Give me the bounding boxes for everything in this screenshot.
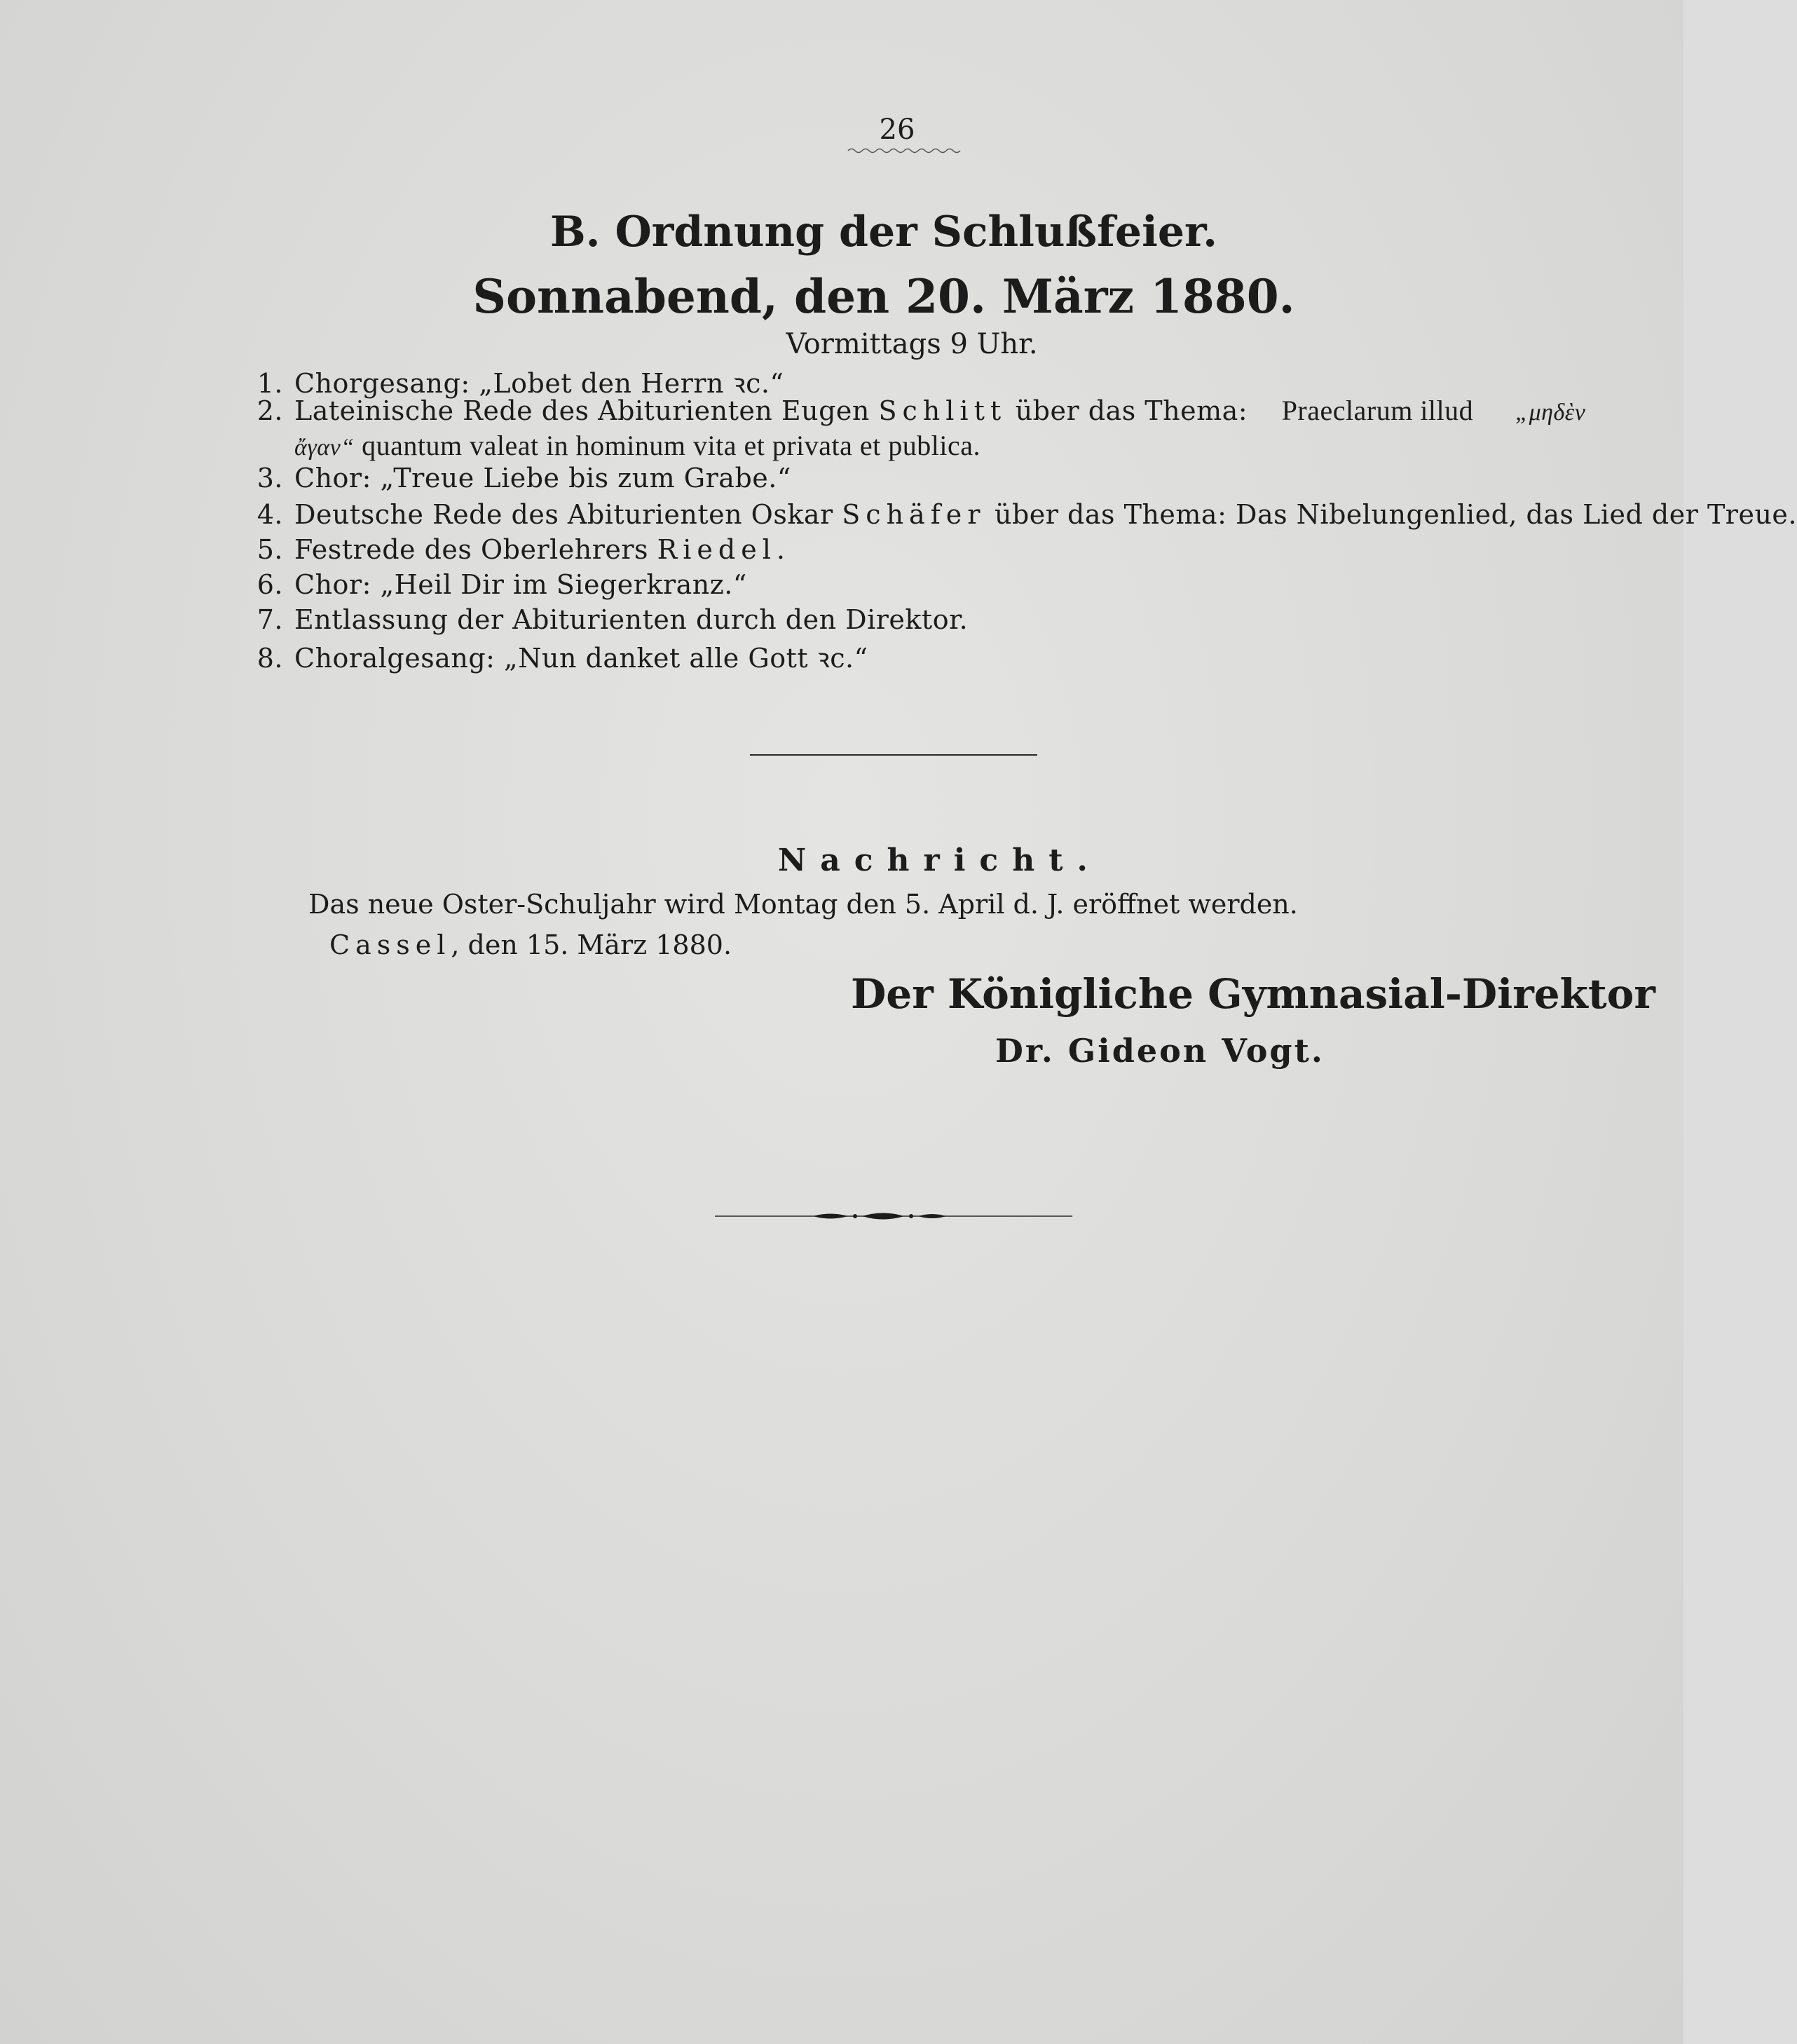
item-text: Chor: „Heil Dir im Siegerkranz.“	[294, 569, 747, 600]
notice-date: , den 15. März 1880.	[451, 929, 732, 960]
item-number: 4.	[257, 499, 283, 530]
item-text: über das Thema:	[1006, 395, 1257, 426]
signature-title: Der Königliche Gymnasial-Direktor	[851, 970, 1655, 1018]
item-number: 5.	[257, 534, 283, 565]
page-number-wavy-rule	[848, 147, 960, 154]
signature-name: Dr. Gideon Vogt.	[995, 1032, 1325, 1070]
notice-text: Das neue Oster-Schuljahr wird Montag den 5. April d. J. eröffnet werden.	[308, 889, 1298, 920]
speaker-name: Schäfer	[842, 499, 986, 530]
notice-title: Nachricht.	[778, 843, 1102, 878]
speaker-name: Riedel	[657, 534, 777, 565]
greek-text: „μηδὲν	[1515, 400, 1586, 425]
program-item	[245, 499, 1797, 530]
program-item-continuation	[294, 429, 981, 462]
date-heading: Sonnabend, den 20. März 1880.	[472, 269, 1295, 324]
item-number: 7.	[257, 604, 283, 635]
item-text: .	[776, 534, 786, 565]
program-item	[245, 639, 868, 676]
page-number: 26	[879, 114, 915, 146]
program-item	[245, 394, 1585, 427]
program-item	[245, 534, 785, 565]
item-number: 2.	[257, 395, 283, 426]
item-number: 3.	[257, 463, 283, 493]
section-title: B. Ordnung der Schlußfeier.	[549, 207, 1218, 257]
item-text: Choralgesang: „Nun danket alle Gott ꝛc.“	[294, 643, 868, 674]
item-text: Chorgesang: „Lobet den Herrn ꝛc.“	[294, 368, 784, 399]
item-text: Chor: „Treue Liebe bis zum Grabe.“	[294, 463, 791, 493]
item-text: Entlassung der Abiturienten durch den Direktor.	[294, 604, 969, 635]
item-number: 6.	[257, 569, 283, 600]
latin-text: quantum valeat in hominum vita et privata et publica.	[354, 430, 981, 461]
program-item	[245, 604, 968, 635]
item-number: 8.	[257, 643, 283, 674]
item-text: Lateinische Rede des Abiturienten Eugen	[294, 395, 879, 426]
greek-text: ἄγαν“	[294, 435, 355, 461]
program-item	[245, 569, 747, 600]
latin-text: Praeclarum illud	[1281, 395, 1474, 426]
ornament-rule	[715, 1206, 1072, 1227]
time-heading: Vormittags 9 Uhr.	[786, 328, 1038, 360]
notice-place-date	[329, 929, 732, 960]
program-item	[245, 463, 791, 493]
item-number: 1.	[257, 368, 283, 399]
item-text: Deutsche Rede des Abiturienten Oskar	[294, 499, 842, 530]
section-divider	[750, 754, 1037, 756]
item-text: Festrede des Oberlehrers	[294, 534, 657, 565]
speaker-name: Schlitt	[878, 395, 1007, 426]
item-text: über das Thema: Das Nibelungenlied, das Lied der Treue.	[985, 499, 1797, 530]
notice-place: Cassel	[329, 929, 451, 960]
